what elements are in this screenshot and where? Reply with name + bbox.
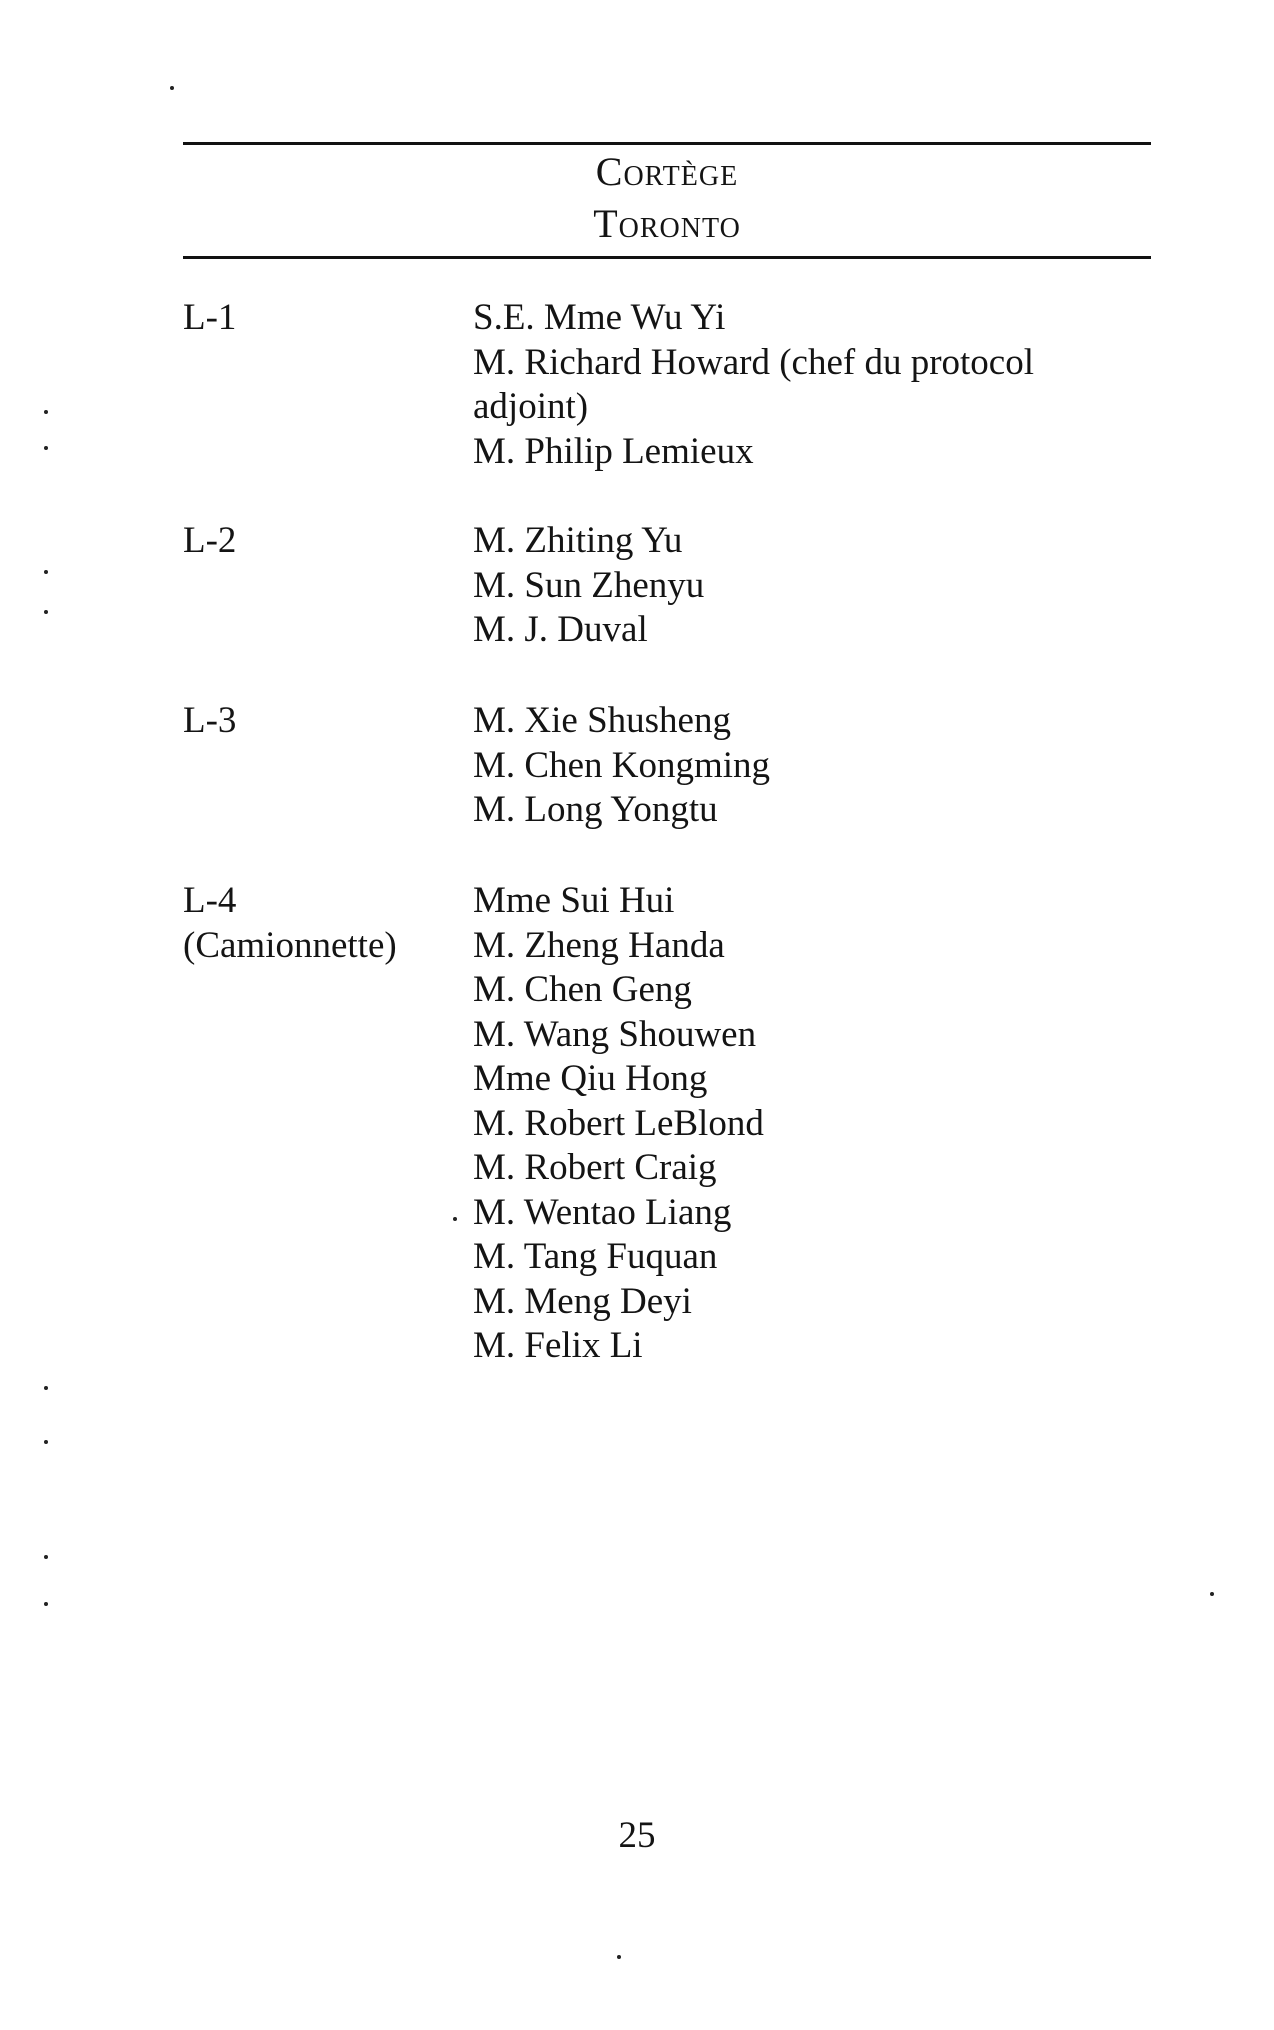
name-item: S.E. Mme Wu Yi [473,297,726,338]
name-item: M. Chen Geng [473,969,692,1010]
name-item: M. Robert LeBlond [473,1102,764,1144]
name-item: M. Felix Li [473,1325,643,1366]
page-number: 25 [618,1815,656,1856]
group-code: L-4 (Camionnette) [183,879,463,968]
scan-speck [44,1555,48,1559]
name-item: M. Wang Shouwen [473,1013,757,1055]
scan-speck [453,1217,457,1221]
name-item: Mme Qiu Hong [473,1058,708,1099]
name-item: M. Meng Deyi [473,1280,692,1322]
group-code: L-1 [183,297,237,338]
scan-speck [617,1955,621,1959]
name-item: M. Xie Shusheng [473,700,731,741]
name-item: M. Chen Kongming [473,744,771,786]
name-item: M. Zhiting Yu [473,520,683,561]
scan-speck [44,446,48,450]
scan-speck [44,410,48,414]
scan-speck [1210,1592,1214,1596]
name-item: M. Tang Fuquan [473,1236,718,1277]
top-rule [183,142,1151,145]
name-list [473,699,1153,833]
bottom-rule [183,256,1151,259]
heading-line-2: Toronto [593,201,741,246]
name-item: M. Robert Craig [473,1147,717,1188]
group-code: L-3 [183,700,237,741]
name-list [473,879,1153,1369]
name-item: M. Wentao Liang [473,1191,732,1233]
name-list [473,519,1153,653]
scan-speck [170,86,174,90]
scan-speck [44,610,48,614]
group-subtitle: (Camionnette) [183,924,397,966]
name-item: M. J. Duval [473,609,648,650]
name-item: M. Richard Howard (chef du protocol adjoint) [473,341,1034,427]
scan-speck [44,570,48,574]
scan-speck [44,1386,48,1390]
group-code: L-2 [183,520,237,561]
name-item: Mme Sui Hui [473,880,675,921]
name-item: M. Philip Lemieux [473,430,754,472]
heading-line-1: Cortège [595,149,739,194]
scan-speck [44,1440,48,1444]
scan-speck [44,1602,48,1606]
name-item: M. Sun Zhenyu [473,564,705,606]
name-item: M. Long Yongtu [473,789,718,830]
name-list [473,296,1153,474]
name-item: M. Zheng Handa [473,924,725,966]
